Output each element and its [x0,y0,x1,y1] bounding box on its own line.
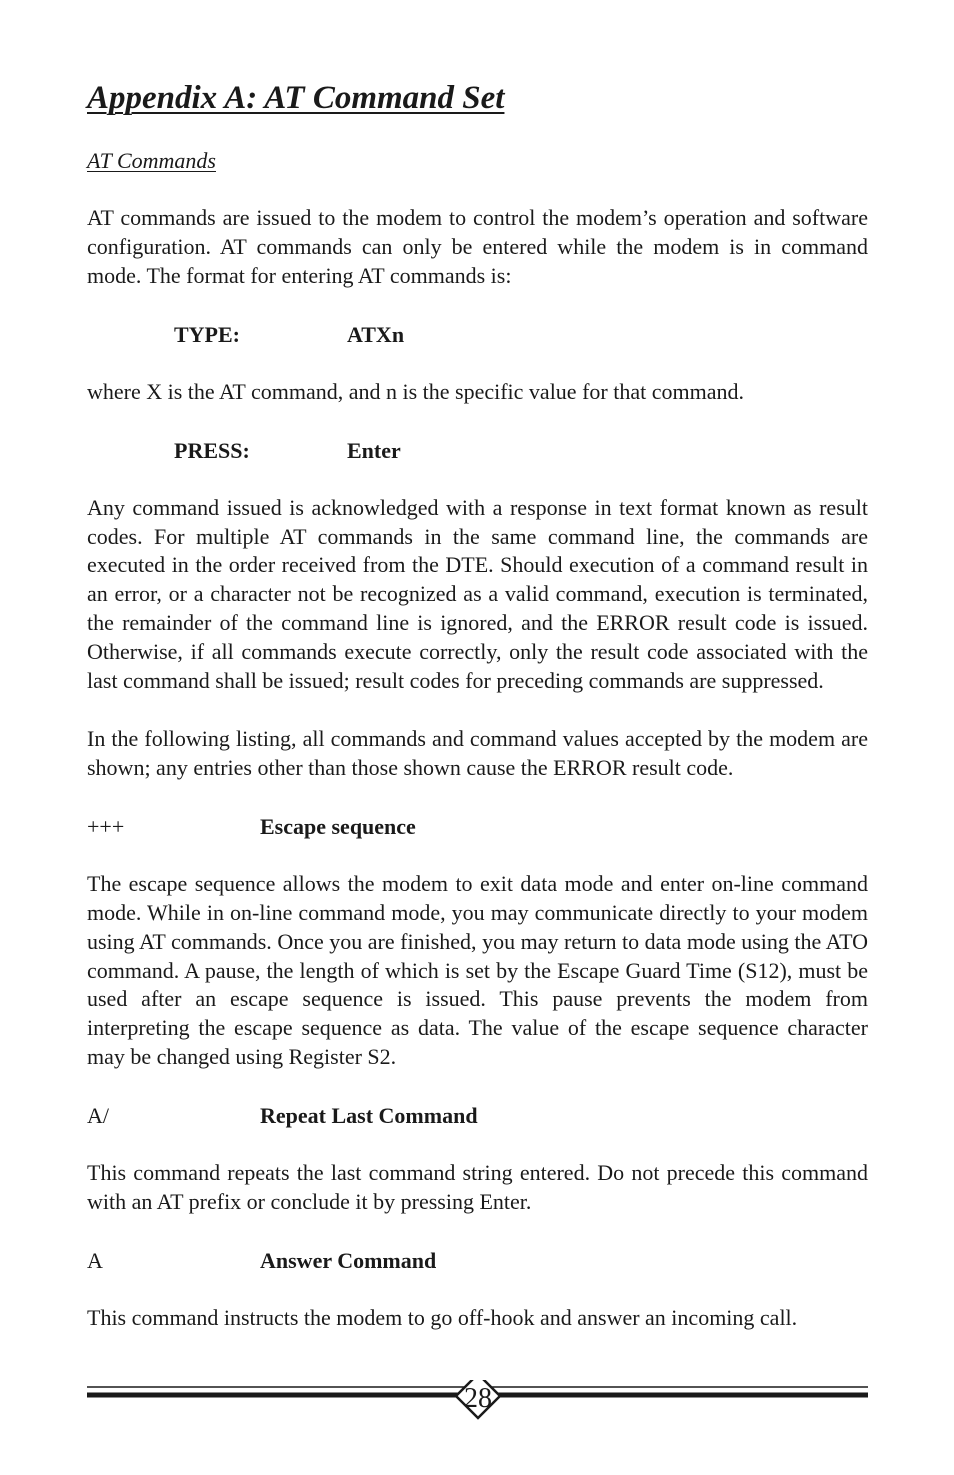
intro-paragraph: AT commands are issued to the modem to control the modem’s operation and software configuration. AT commands can only be entered while the modem is in command mode. The format for entering AT commands is: [87,205,868,288]
command-name: Answer Command [260,1247,437,1273]
listing-paragraph: In the following listing, all commands and command values accepted by the modem are shown; any entries other than those shown cause the ERROR result code. [87,725,868,780]
command-description: This command instructs the modem to go off-hook and answer an incoming call. [87,1304,798,1330]
press-label: PRESS: [174,437,250,463]
command-heading [87,1101,868,1130]
page-number: 28 [464,1383,492,1414]
response-paragraph: Any command issued is acknowledged with a response in text format known as result codes. For multiple AT commands in the same command line, the commands are executed in the order received from the DTE. Should execution of a command result in an error, or a character not be recognized as a valid command, execution is terminated, the remainder of the command line is ignored, and the ERROR result code is issued. Otherwise, if all commands execute correctly, only the result code associated with the last command shall be issued; result codes for preceding commands are suppressed. [87,494,868,694]
type-row [87,320,868,349]
type-label: TYPE: [174,321,240,347]
where-paragraph: where X is the AT command, and n is the specific value for that command. [87,378,744,404]
page-title: Appendix A: AT Command Set [87,80,505,116]
command-name: Escape sequence [260,813,416,839]
press-value: Enter [347,437,401,463]
command-heading [87,1246,868,1275]
command-description: This command repeats the last command string entered. Do not precede this command with an AT prefix or conclude it by pressing Enter. [87,1160,868,1215]
press-row [87,436,868,465]
command-code: +++ [87,813,125,839]
command-code: A [87,1247,103,1273]
type-value: ATXn [347,321,405,347]
command-description: The escape sequence allows the modem to exit data mode and enter on-line command mode. While in on-line command mode, you may communicate directly to your modem using AT commands. Once you are finished, you may return to data mode using the ATO command. A pause, the length of which is set by the Escape Guard Time (S12), must be used after an escape sequence is issued. This pause prevents the modem from interpreting the escape sequence as data. The value of the escape sequence character may be changed using Register S2. [87,870,868,1070]
command-name: Repeat Last Command [260,1103,478,1129]
command-code: A/ [87,1103,109,1129]
page-footer [87,1380,868,1420]
document-page [87,78,868,1333]
command-heading [87,812,868,841]
section-subtitle: AT Commands [87,148,216,173]
